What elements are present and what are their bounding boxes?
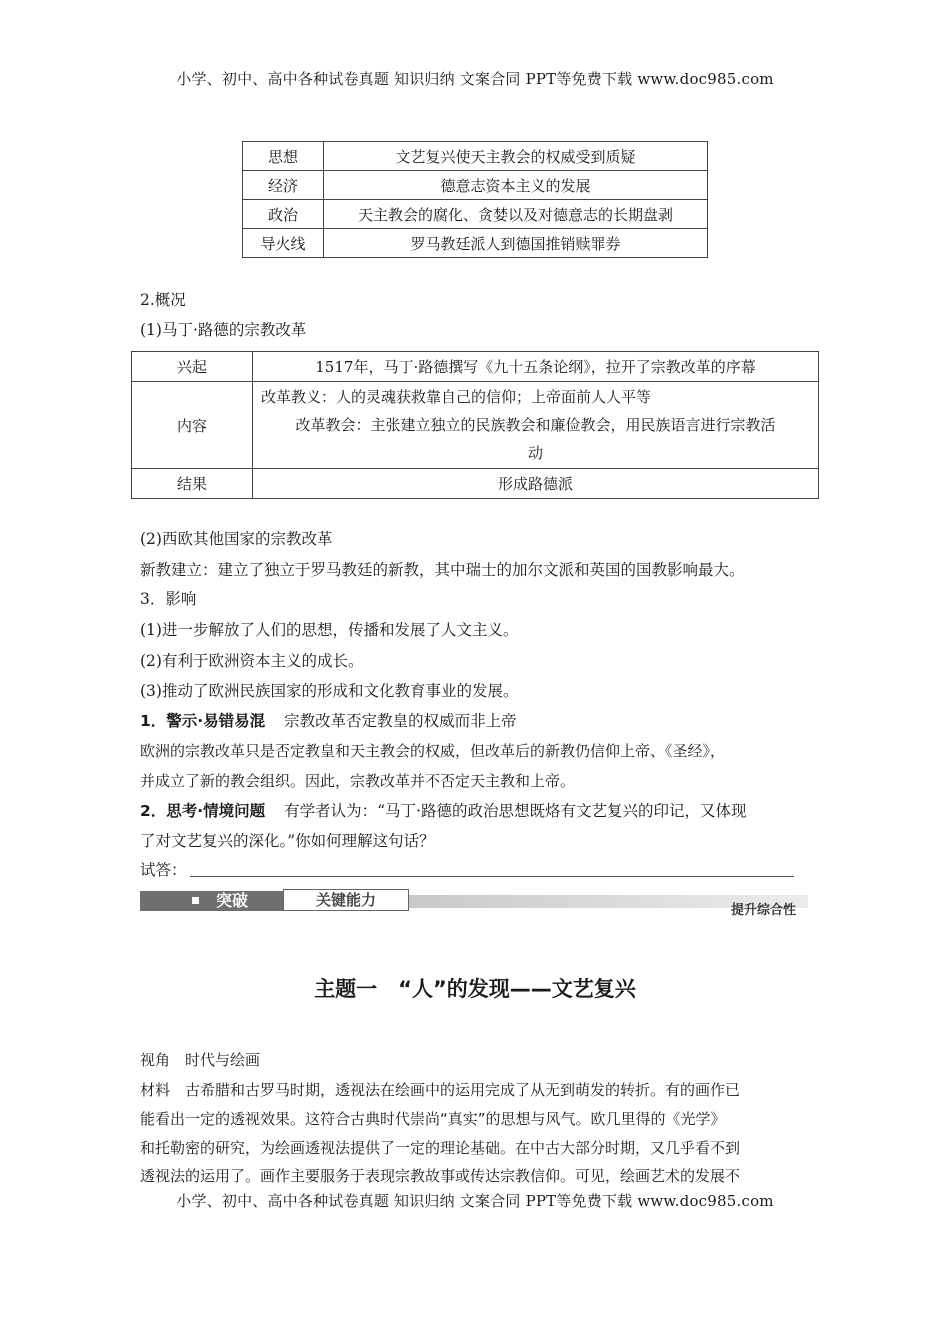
luther-heading: (1)马丁·路德的宗教改革 (140, 321, 307, 339)
theme-title: 主题一 “人”的发现——文艺复兴 (314, 977, 636, 1001)
table-row (243, 200, 708, 229)
content-line: 动 (527, 444, 543, 462)
table-value: 罗马教廷派人到德国推销赎罪券 (324, 229, 708, 258)
answer-label: 试答： (140, 861, 187, 879)
table-key: 经济 (243, 171, 324, 200)
table-key: 政治 (243, 200, 324, 229)
table-row (243, 171, 708, 200)
content-line: 改革教会：主张建立独立的民族教会和廉俭教会，用民族语言进行宗教活 (295, 416, 776, 434)
content-line: 改革教义：人的灵魂获救靠自己的信仰；上帝面前人人平等 (261, 388, 652, 406)
warning-line: 并成立了新的教会组织。因此，宗教改革并不否定天主教和上帝。 (140, 772, 576, 790)
warning-title: 宗教改革否定教皇的权威而非上帝 (284, 712, 517, 730)
impact-item: (1)进一步解放了人们的思想，传播和发展了人文主义。 (140, 621, 519, 639)
table-row (243, 142, 708, 171)
material-line: 透视法的运用了。画作主要服务于表现宗教故事或传达宗教信仰。可见，绘画艺术的发展不 (140, 1167, 741, 1185)
table-value: 1517年，马丁·路德撰写《九十五条论纲》，拉开了宗教改革的序幕 (253, 352, 819, 382)
table-row (243, 229, 708, 258)
table-key: 结果 (132, 469, 253, 499)
page-footer: 小学、初中、高中各种试卷真题 知识归纳 文案合同 PPT等免费下载 www.doc985.com (176, 1192, 774, 1210)
banner-dark-block (140, 891, 284, 911)
thinking-line: 有学者认为：“马丁·路德的政治思想既烙有文艺复兴的印记，又体现 (284, 802, 747, 820)
table-row (132, 469, 819, 499)
warning-label: 1．警示·易错易混 (140, 712, 266, 730)
material-line: 和托勒密的研究，为绘画透视法提供了一定的理论基础。在中古大部分时期，又几乎看不到 (140, 1139, 741, 1157)
background-table (242, 141, 708, 258)
warning-line: 欧洲的宗教改革只是否定教皇和天主教会的权威，但改革后的新教仍信仰上帝、《圣经》， (140, 742, 726, 760)
impact-item: (3)推动了欧洲民族国家的形成和文化教育事业的发展。 (140, 682, 519, 700)
table-key: 内容 (132, 382, 253, 469)
material-line: 能看出一定的透视效果。这符合古典时代崇尚“真实”的思想与风气。欧几里得的《光学》 (140, 1110, 726, 1128)
material-line: 材料 古希腊和古罗马时期，透视法在绘画中的运用完成了从无到萌发的转折。有的画作已 (140, 1081, 741, 1099)
table-value: 天主教会的腐化、贪婪以及对德意志的长期盘剥 (324, 200, 708, 229)
thinking-label: 2．思考·情境问题 (140, 802, 266, 820)
table-key: 导火线 (243, 229, 324, 258)
thinking-heading (140, 796, 820, 826)
angle-heading: 视角 时代与绘画 (140, 1051, 261, 1069)
section-banner (140, 888, 808, 916)
impact-heading: 3．影响 (140, 590, 197, 608)
table-key: 兴起 (132, 352, 253, 382)
table-value: 文艺复兴使天主教会的权威受到质疑 (324, 142, 708, 171)
table-value (253, 382, 819, 469)
answer-line[interactable] (190, 876, 794, 877)
table-value: 形成路德派 (253, 469, 819, 499)
table-value: 德意志资本主义的发展 (324, 171, 708, 200)
square-icon (192, 897, 199, 904)
page-header: 小学、初中、高中各种试卷真题 知识归纳 文案合同 PPT等免费下载 www.doc985.com (176, 70, 774, 88)
banner-box: 关键能力 (283, 889, 409, 911)
warning-heading (140, 706, 820, 736)
luther-table (131, 351, 819, 499)
impact-item: (2)有利于欧洲资本主义的成长。 (140, 652, 364, 670)
banner-subtitle: 提升综合性 (730, 903, 796, 918)
other-text: 新教建立：建立了独立于罗马教廷的新教，其中瑞士的加尔文派和英国的国教影响最大。 (140, 561, 745, 579)
overview-heading: 2.概况 (140, 291, 186, 309)
thinking-line: 了对文艺复兴的深化。”你如何理解这句话？ (140, 832, 435, 850)
other-heading: (2)西欧其他国家的宗教改革 (140, 530, 333, 548)
banner-title: 突破 (216, 891, 249, 910)
table-key: 思想 (243, 142, 324, 171)
table-row (132, 352, 819, 382)
table-row (132, 382, 819, 469)
